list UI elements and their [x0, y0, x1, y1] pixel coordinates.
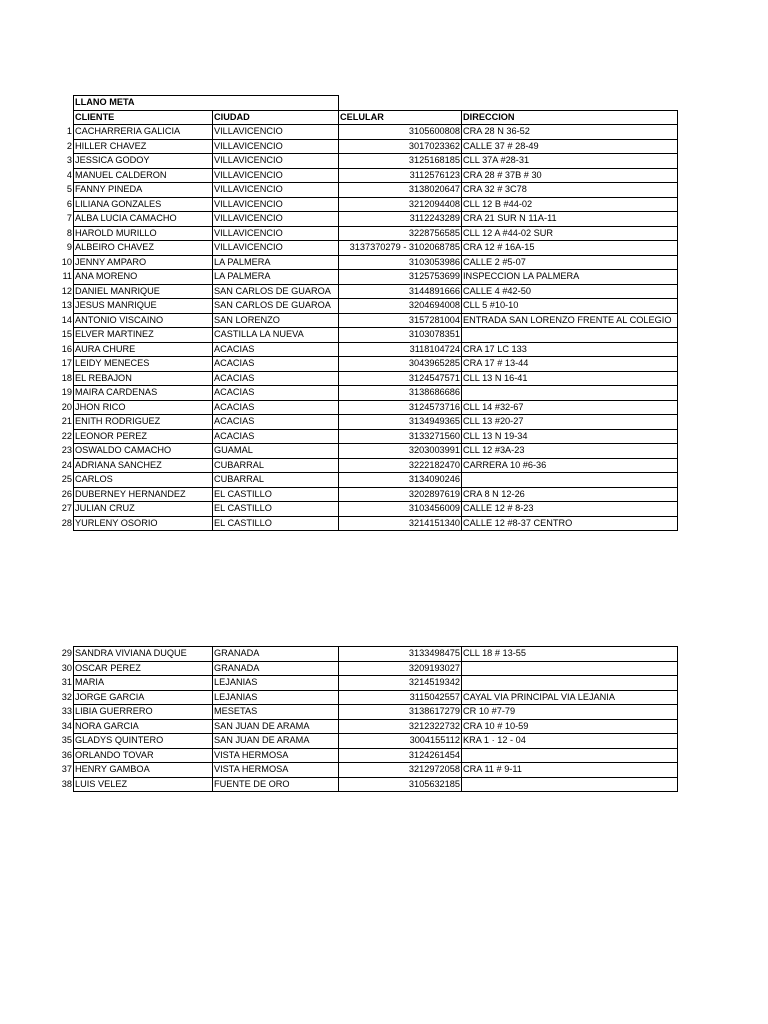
- cell-ciudad: GRANADA: [213, 647, 339, 662]
- row-number: 38: [61, 778, 72, 789]
- cell-cliente: GLADYS QUINTERO: [74, 734, 213, 749]
- cell-direccion: [462, 328, 678, 343]
- header-cliente: CLIENTE: [74, 110, 213, 125]
- cell-celular: 3105600808: [339, 125, 462, 140]
- cell-celular: 3202897619: [339, 487, 462, 502]
- table-row: [57, 458, 678, 473]
- row-number: 31: [61, 677, 72, 687]
- table-row: [57, 299, 678, 314]
- row-number: 4: [66, 169, 72, 180]
- cell-direccion: CRA 21 SUR N 11A-11: [462, 212, 678, 227]
- row-number: 29: [61, 648, 72, 658]
- cell-direccion: [462, 473, 678, 488]
- cell-direccion: INSPECCION LA PALMERA: [462, 270, 678, 285]
- header-direccion: DIRECCION: [462, 110, 678, 125]
- cell-ciudad: MESETAS: [213, 705, 339, 720]
- cell-cliente: MANUEL CALDERON: [74, 168, 213, 183]
- cell-cliente: MAIRA CARDENAS: [74, 386, 213, 401]
- cell-cliente: HAROLD MURILLO: [74, 226, 213, 241]
- cell-celular: 3103456009: [339, 502, 462, 517]
- cell-direccion: CLL 37A #28-31: [462, 154, 678, 169]
- cell-ciudad: VILLAVICENCIO: [213, 183, 339, 198]
- cell-cliente: HENRY GAMBOA: [74, 763, 213, 778]
- table-row: [57, 502, 678, 517]
- cell-cliente: LEIDY MENECES: [74, 357, 213, 372]
- cell-direccion: CLL 18 # 13-55: [462, 647, 678, 662]
- row-number: 20: [61, 401, 72, 412]
- table-row: [57, 516, 678, 531]
- cell-celular: 3209193027: [339, 661, 462, 676]
- table-row: [57, 763, 678, 778]
- cell-celular: 3134949365: [339, 415, 462, 430]
- cell-direccion: [462, 777, 678, 792]
- cell-direccion: [462, 661, 678, 676]
- cell-cliente: ENITH RODRIGUEZ: [74, 415, 213, 430]
- cell-cliente: HILLER CHAVEZ: [74, 139, 213, 154]
- table-row: [57, 197, 678, 212]
- cell-cliente: JESUS MANRIQUE: [74, 299, 213, 314]
- cell-ciudad: GUAMAL: [213, 444, 339, 459]
- cell-cliente: ELVER MARTINEZ: [74, 328, 213, 343]
- table-row: [57, 748, 678, 763]
- row-number: 11: [62, 271, 72, 281]
- row-number: 18: [61, 372, 72, 383]
- cell-ciudad: CASTILLA LA NUEVA: [213, 328, 339, 343]
- cell-celular: 3124547571: [339, 371, 462, 386]
- cell-cliente: EL REBAJON: [74, 371, 213, 386]
- cell-direccion: CRA 17 LC 133: [462, 342, 678, 357]
- cell-celular: 3134090246: [339, 473, 462, 488]
- cell-ciudad: VILLAVICENCIO: [213, 212, 339, 227]
- cell-celular: 3212094408: [339, 197, 462, 212]
- row-number: 8: [66, 227, 72, 238]
- cell-celular: 3138617279: [339, 705, 462, 720]
- row-number: 10: [61, 256, 72, 267]
- cell-ciudad: SAN JUAN DE ARAMA: [213, 719, 339, 734]
- cell-direccion: CALLE 12 # 8-23: [462, 502, 678, 517]
- cell-ciudad: EL CASTILLO: [213, 487, 339, 502]
- cell-direccion: [462, 748, 678, 763]
- table-row: [57, 690, 678, 705]
- row-number: 1: [66, 126, 72, 136]
- cell-celular: 3203003991: [339, 444, 462, 459]
- cell-celular: 3133498475: [339, 647, 462, 662]
- cell-celular: 3105632185: [339, 777, 462, 792]
- row-number: 15: [61, 329, 72, 339]
- cell-cliente: LUIS VELEZ: [74, 777, 213, 792]
- cell-cliente: OSWALDO CAMACHO: [74, 444, 213, 459]
- table-row: [57, 429, 678, 444]
- cell-celular: 3112243289: [339, 212, 462, 227]
- table-row: [57, 473, 678, 488]
- cell-celular: 3144891666: [339, 284, 462, 299]
- cell-celular: 3103078351: [339, 328, 462, 343]
- cell-ciudad: ACACIAS: [213, 357, 339, 372]
- row-number: 36: [61, 749, 72, 760]
- cell-direccion: [462, 386, 678, 401]
- table-row: [57, 705, 678, 720]
- cell-cliente: OSCAR PEREZ: [74, 661, 213, 676]
- cell-ciudad: GRANADA: [213, 661, 339, 676]
- cell-cliente: MARIA: [74, 676, 213, 691]
- cell-cliente: DUBERNEY HERNANDEZ: [74, 487, 213, 502]
- table-row: [57, 270, 678, 285]
- cell-ciudad: CUBARRAL: [213, 458, 339, 473]
- cell-direccion: CR 10 #7-79: [462, 705, 678, 720]
- cell-celular: 3118104724: [339, 342, 462, 357]
- cell-cliente: LIBIA GUERRERO: [74, 705, 213, 720]
- cell-cliente: JULIAN CRUZ: [74, 502, 213, 517]
- cell-direccion: CLL 13 N 16-41: [462, 371, 678, 386]
- table-row: [57, 284, 678, 299]
- cell-direccion: CRA 10 # 10-59: [462, 719, 678, 734]
- cell-direccion: CRA 8 N 12-26: [462, 487, 678, 502]
- cell-direccion: CRA 11 # 9-11: [462, 763, 678, 778]
- table-row: [57, 415, 678, 430]
- cell-cliente: JENNY AMPARO: [74, 255, 213, 270]
- cell-celular: 3112576123: [339, 168, 462, 183]
- cell-ciudad: ACACIAS: [213, 400, 339, 415]
- cell-cliente: ANA MORENO: [74, 270, 213, 285]
- row-number: 9: [66, 242, 72, 252]
- table-row: [57, 328, 678, 343]
- cell-celular: 3124573716: [339, 400, 462, 415]
- cell-celular: 3214519342: [339, 676, 462, 691]
- title-row: [57, 96, 678, 111]
- row-number: 19: [61, 387, 72, 397]
- header-row: [57, 110, 678, 125]
- cell-direccion: CAYAL VIA PRINCIPAL VIA LEJANIA: [462, 690, 678, 705]
- cell-direccion: CRA 28 N 36-52: [462, 125, 678, 140]
- row-number: 14: [61, 314, 72, 325]
- cell-ciudad: ACACIAS: [213, 342, 339, 357]
- cell-ciudad: ACACIAS: [213, 429, 339, 444]
- cell-direccion: CLL 13 N 19-34: [462, 429, 678, 444]
- cell-celular: 3212972058: [339, 763, 462, 778]
- cell-cliente: CARLOS: [74, 473, 213, 488]
- cell-celular: 3137370279 - 3102068785: [339, 241, 462, 256]
- table-row: [57, 676, 678, 691]
- table-row: [57, 661, 678, 676]
- cell-direccion: CRA 28 # 37B # 30: [462, 168, 678, 183]
- cell-celular: 3125753699: [339, 270, 462, 285]
- table-row: [57, 342, 678, 357]
- cell-direccion: CLL 12 B #44-02: [462, 197, 678, 212]
- table-row: [57, 154, 678, 169]
- table-row: [57, 371, 678, 386]
- cell-ciudad: LEJANIAS: [213, 676, 339, 691]
- cell-ciudad: VILLAVICENCIO: [213, 241, 339, 256]
- row-number: 35: [61, 735, 72, 745]
- cell-celular: 3124261454: [339, 748, 462, 763]
- cell-cliente: ANTONIO VISCAINO: [74, 313, 213, 328]
- table-row: [57, 734, 678, 749]
- cell-cliente: CACHARRERIA GALICIA: [74, 125, 213, 140]
- row-number: 23: [61, 445, 72, 455]
- cell-celular: 3004155112: [339, 734, 462, 749]
- table-row: [57, 255, 678, 270]
- cell-ciudad: SAN CARLOS DE GUAROA: [213, 284, 339, 299]
- cell-cliente: YURLENY OSORIO: [74, 516, 213, 531]
- cell-cliente: SANDRA VIVIANA DUQUE: [74, 647, 213, 662]
- row-number: 13: [61, 300, 72, 310]
- cell-direccion: CALLE 4 #42-50: [462, 284, 678, 299]
- cell-ciudad: SAN CARLOS DE GUAROA: [213, 299, 339, 314]
- cell-cliente: LEONOR PEREZ: [74, 429, 213, 444]
- table-row: [57, 313, 678, 328]
- cell-direccion: CALLE 2 #5-07: [462, 255, 678, 270]
- table-row: [57, 183, 678, 198]
- cell-ciudad: EL CASTILLO: [213, 516, 339, 531]
- cell-ciudad: VILLAVICENCIO: [213, 168, 339, 183]
- row-number: 28: [61, 517, 72, 528]
- cell-celular: 3222182470: [339, 458, 462, 473]
- cell-celular: 3103053986: [339, 255, 462, 270]
- cell-ciudad: ACACIAS: [213, 386, 339, 401]
- table-row: [57, 386, 678, 401]
- cell-ciudad: CUBARRAL: [213, 473, 339, 488]
- cell-ciudad: ACACIAS: [213, 371, 339, 386]
- cell-celular: 3204694008: [339, 299, 462, 314]
- table-row: [57, 125, 678, 140]
- cell-cliente: NORA GARCIA: [74, 719, 213, 734]
- cell-cliente: FANNY PINEDA: [74, 183, 213, 198]
- table-row: [57, 226, 678, 241]
- clients-table-top: [57, 95, 678, 531]
- table-row: [57, 168, 678, 183]
- cell-cliente: ADRIANA SANCHEZ: [74, 458, 213, 473]
- cell-direccion: ENTRADA SAN LORENZO FRENTE AL COLEGIO: [462, 313, 678, 328]
- table-row: [57, 241, 678, 256]
- row-number: 33: [61, 706, 72, 716]
- row-number: 17: [61, 358, 72, 368]
- cell-cliente: LILIANA GONZALES: [74, 197, 213, 212]
- table-row: [57, 647, 678, 662]
- cell-cliente: ORLANDO TOVAR: [74, 748, 213, 763]
- table-row: [57, 444, 678, 459]
- cell-cliente: AURA CHURE: [74, 342, 213, 357]
- cell-direccion: CRA 17 # 13-44: [462, 357, 678, 372]
- row-number: 27: [61, 503, 72, 513]
- cell-direccion: CLL 5 #10-10: [462, 299, 678, 314]
- cell-direccion: CLL 14 #32-67: [462, 400, 678, 415]
- table-row: [57, 139, 678, 154]
- row-number: 6: [66, 198, 72, 209]
- cell-ciudad: SAN JUAN DE ARAMA: [213, 734, 339, 749]
- cell-ciudad: VILLAVICENCIO: [213, 197, 339, 212]
- table-row: [57, 357, 678, 372]
- cell-ciudad: VILLAVICENCIO: [213, 139, 339, 154]
- cell-direccion: CALLE 37 # 28-49: [462, 139, 678, 154]
- cell-celular: 3214151340: [339, 516, 462, 531]
- header-ciudad: CIUDAD: [213, 110, 339, 125]
- cell-direccion: CLL 13 #20-27: [462, 415, 678, 430]
- row-number: 5: [66, 184, 72, 194]
- cell-cliente: JORGE GARCIA: [74, 690, 213, 705]
- row-number: 26: [61, 488, 72, 499]
- cell-celular: 3043965285: [339, 357, 462, 372]
- cell-ciudad: LA PALMERA: [213, 255, 339, 270]
- row-number: 22: [61, 430, 72, 441]
- row-number: 37: [61, 764, 72, 774]
- row-number: 21: [61, 416, 72, 426]
- cell-direccion: CALLE 12 #8-37 CENTRO: [462, 516, 678, 531]
- cell-ciudad: VILLAVICENCIO: [213, 154, 339, 169]
- row-number: 16: [61, 343, 72, 354]
- cell-celular: 3125168185: [339, 154, 462, 169]
- cell-cliente: JESSICA GODOY: [74, 154, 213, 169]
- row-number: 3: [66, 155, 72, 165]
- cell-direccion: [462, 676, 678, 691]
- row-number: 7: [66, 213, 72, 223]
- cell-celular: 3138686686: [339, 386, 462, 401]
- row-number: 34: [61, 720, 72, 731]
- row-number: 24: [61, 459, 72, 470]
- table-row: [57, 719, 678, 734]
- cell-cliente: DANIEL MANRIQUE: [74, 284, 213, 299]
- cell-celular: 3138020647: [339, 183, 462, 198]
- cell-cliente: ALBA LUCIA CAMACHO: [74, 212, 213, 227]
- header-celular: CELULAR: [339, 110, 462, 125]
- table-row: [57, 487, 678, 502]
- cell-celular: 3115042557: [339, 690, 462, 705]
- row-number: 2: [66, 140, 72, 151]
- cell-ciudad: FUENTE DE ORO: [213, 777, 339, 792]
- cell-ciudad: SAN LORENZO: [213, 313, 339, 328]
- cell-direccion: CRA 12 # 16A-15: [462, 241, 678, 256]
- cell-ciudad: LA PALMERA: [213, 270, 339, 285]
- cell-direccion: CLL 12 A #44-02 SUR: [462, 226, 678, 241]
- cell-ciudad: EL CASTILLO: [213, 502, 339, 517]
- cell-direccion: CARRERA 10 #6-36: [462, 458, 678, 473]
- table-row: [57, 400, 678, 415]
- table-row: [57, 777, 678, 792]
- cell-ciudad: ACACIAS: [213, 415, 339, 430]
- cell-ciudad: VILLAVICENCIO: [213, 125, 339, 140]
- cell-direccion: KRA 1 · 12 - 04: [462, 734, 678, 749]
- cell-ciudad: VILLAVICENCIO: [213, 226, 339, 241]
- clients-table-bottom: [57, 646, 678, 792]
- cell-celular: 3133271560: [339, 429, 462, 444]
- cell-celular: 3212322732: [339, 719, 462, 734]
- sheet-title: LLANO META: [74, 96, 339, 111]
- cell-ciudad: VISTA HERMOSA: [213, 748, 339, 763]
- cell-cliente: JHON RICO: [74, 400, 213, 415]
- cell-cliente: ALBEIRO CHAVEZ: [74, 241, 213, 256]
- cell-ciudad: LEJANIAS: [213, 690, 339, 705]
- cell-celular: 3157281004: [339, 313, 462, 328]
- row-number: 32: [61, 691, 72, 702]
- cell-direccion: CLL 12 #3A-23: [462, 444, 678, 459]
- row-number: 25: [61, 474, 72, 484]
- cell-celular: 3228756585: [339, 226, 462, 241]
- cell-celular: 3017023362: [339, 139, 462, 154]
- cell-ciudad: VISTA HERMOSA: [213, 763, 339, 778]
- table-row: [57, 212, 678, 227]
- cell-direccion: CRA 32 # 3C78: [462, 183, 678, 198]
- row-number: 12: [61, 285, 72, 296]
- row-number: 30: [61, 662, 72, 673]
